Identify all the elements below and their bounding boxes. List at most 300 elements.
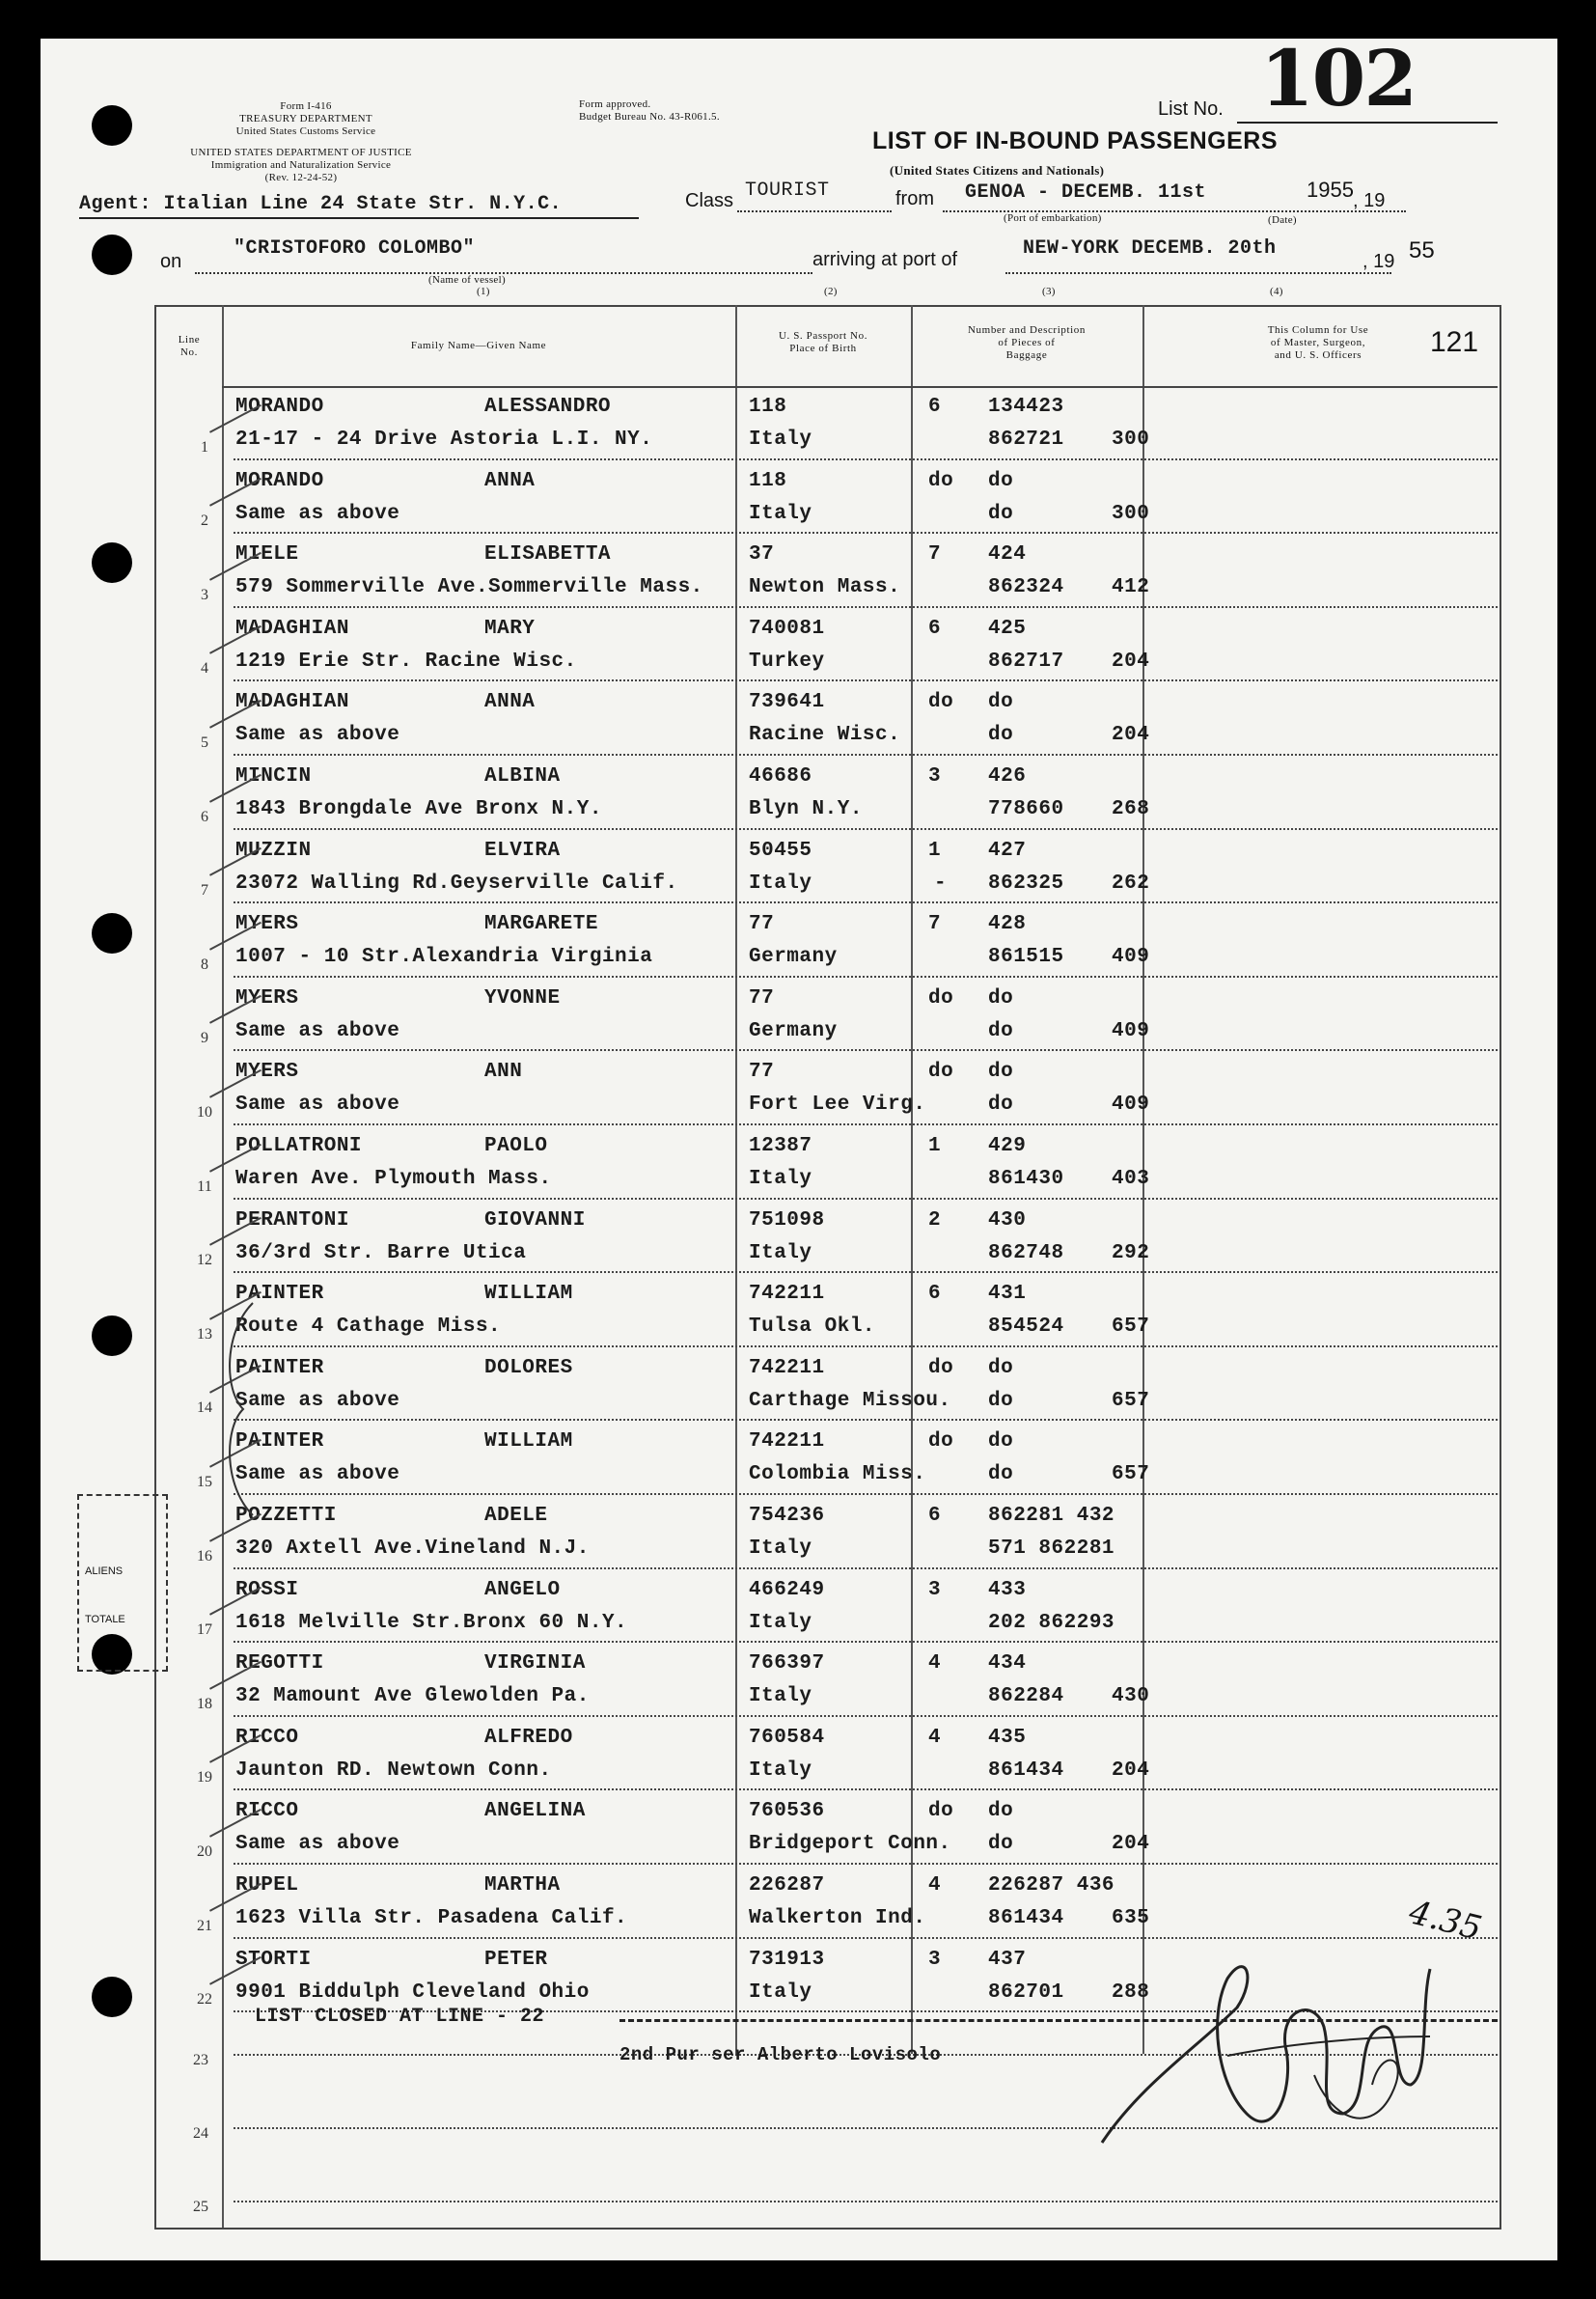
doj-block bbox=[156, 147, 446, 184]
baggage-weight: 409 bbox=[1112, 1094, 1150, 1117]
line-number: 25 bbox=[193, 2199, 208, 2215]
table-row bbox=[41, 903, 1557, 978]
baggage-pieces: 1 bbox=[928, 839, 942, 862]
place-of-birth: Tulsa Okl. bbox=[749, 1316, 876, 1339]
passport-number: 740081 bbox=[749, 617, 825, 640]
baggage-ticket: do bbox=[988, 1800, 1014, 1823]
no-label: No. bbox=[180, 346, 198, 358]
place-of-birth: Turkey bbox=[749, 650, 825, 673]
passport-number: 12387 bbox=[749, 1135, 812, 1157]
line-number: 5 bbox=[201, 734, 208, 751]
family-name: MORANDO bbox=[235, 396, 324, 418]
table-row bbox=[41, 534, 1557, 608]
given-name: WILLIAM bbox=[484, 1283, 573, 1306]
given-name: MARGARETE bbox=[484, 913, 598, 936]
address: 1219 Erie Str. Racine Wisc. bbox=[235, 650, 577, 673]
address: 320 Axtell Ave.Vineland N.J. bbox=[235, 1537, 590, 1560]
baggage-number: do bbox=[988, 1094, 1014, 1117]
officers-label-3: and U. S. Officers bbox=[1274, 349, 1362, 361]
line-number: 9 bbox=[201, 1030, 208, 1047]
place-of-birth: Italy bbox=[749, 872, 812, 895]
class-underline bbox=[737, 210, 892, 212]
baggage-number: 862717 bbox=[988, 650, 1064, 673]
baggage-weight: 657 bbox=[1112, 1316, 1150, 1339]
budget-bureau: Budget Bureau No. 43-R061.5. bbox=[579, 111, 720, 123]
arrival-underline bbox=[1005, 272, 1391, 274]
given-name: MARTHA bbox=[484, 1874, 561, 1897]
baggage-pieces: do bbox=[928, 1430, 954, 1454]
baggage-number: do bbox=[988, 1389, 1014, 1412]
address: 9901 Biddulph Cleveland Ohio bbox=[235, 1980, 590, 2004]
passport-number: 731913 bbox=[749, 1948, 825, 1971]
line-number: 15 bbox=[197, 1473, 212, 1490]
line-number: 4 bbox=[201, 660, 208, 678]
baggage-ticket: do bbox=[988, 1356, 1014, 1379]
passport-number: 766397 bbox=[749, 1652, 825, 1676]
revision-date: (Rev. 12-24-52) bbox=[264, 172, 338, 183]
arriving-label: arriving at port of bbox=[812, 249, 958, 270]
birthplace-label: Place of Birth bbox=[789, 343, 857, 354]
arrival-year-prefix: , 19 bbox=[1362, 251, 1395, 272]
arrival-value: NEW-YORK DECEMB. 20th bbox=[1023, 237, 1277, 260]
family-name: PAINTER bbox=[235, 1283, 324, 1306]
address: 32 Mamount Ave Glewolden Pa. bbox=[235, 1685, 590, 1708]
table-row bbox=[41, 756, 1557, 830]
baggage-number: 861434 bbox=[988, 1907, 1064, 1929]
baggage-ticket: 134423 bbox=[988, 396, 1064, 418]
line-number: 7 bbox=[201, 882, 208, 900]
family-name: PERANTONI bbox=[235, 1208, 349, 1232]
line-number: 18 bbox=[197, 1695, 212, 1712]
baggage-number: 202 862293 bbox=[988, 1611, 1115, 1634]
given-name: YVONNE bbox=[484, 986, 561, 1010]
table-row bbox=[41, 608, 1557, 682]
family-name: MORANDO bbox=[235, 469, 324, 492]
baggage-ticket: do bbox=[988, 1430, 1014, 1454]
line-number: 2 bbox=[201, 512, 208, 530]
address: Route 4 Cathage Miss. bbox=[235, 1316, 502, 1339]
baggage-pieces: 7 bbox=[928, 913, 942, 936]
place-of-birth: Blyn N.Y. bbox=[749, 798, 863, 820]
baggage-weight: 412 bbox=[1112, 576, 1150, 599]
place-of-birth: Italy bbox=[749, 1685, 812, 1708]
baggage-weight: 268 bbox=[1112, 798, 1150, 820]
line-number: 3 bbox=[201, 586, 208, 603]
vessel-caption: (Name of vessel) bbox=[428, 274, 506, 286]
place-of-birth: Fort Lee Virg. bbox=[749, 1094, 926, 1117]
baggage-number: 862325 bbox=[988, 872, 1064, 895]
baggage-number: 861515 bbox=[988, 946, 1064, 969]
given-name: MARY bbox=[484, 617, 536, 640]
count-stamp bbox=[77, 1494, 168, 1672]
passport-number: 77 bbox=[749, 913, 775, 936]
agent-line: Agent: Italian Line 24 State Str. N.Y.C. bbox=[79, 193, 563, 215]
address: Same as above bbox=[235, 502, 400, 525]
list-no-label: List No. bbox=[1158, 98, 1224, 120]
address: Same as above bbox=[235, 1463, 400, 1486]
baggage-label-1: Number and Description bbox=[968, 324, 1086, 336]
given-name: ANNA bbox=[484, 691, 536, 714]
given-name: GIOVANNI bbox=[484, 1208, 586, 1232]
place-of-birth: Italy bbox=[749, 1759, 812, 1782]
place-of-birth: Colombia Miss. bbox=[749, 1463, 926, 1486]
place-of-birth: Bridgeport Conn. bbox=[749, 1833, 951, 1856]
baggage-pieces: 4 bbox=[928, 1726, 942, 1749]
place-of-birth: Italy bbox=[749, 1611, 812, 1634]
family-name: REGOTTI bbox=[235, 1652, 324, 1676]
class-value: TOURIST bbox=[745, 180, 830, 202]
given-name: ALBINA bbox=[484, 765, 561, 788]
passport-number: 77 bbox=[749, 1061, 775, 1084]
baggage-number: do bbox=[988, 1463, 1014, 1486]
baggage-pieces: 3 bbox=[928, 1948, 942, 1971]
baggage-ticket: 437 bbox=[988, 1948, 1027, 1971]
address: 1843 Brongdale Ave Bronx N.Y. bbox=[235, 798, 602, 820]
address: Same as above bbox=[235, 724, 400, 747]
empty-row-rule bbox=[234, 2201, 1498, 2202]
baggage-ticket: 435 bbox=[988, 1726, 1027, 1749]
family-name: RICCO bbox=[235, 1726, 299, 1749]
col-header-line bbox=[160, 334, 218, 359]
passport-number: 118 bbox=[749, 469, 787, 492]
punch-hole bbox=[92, 235, 132, 275]
line-number: 12 bbox=[197, 1252, 212, 1269]
passport-label: U. S. Passport No. bbox=[778, 330, 868, 342]
address: 1618 Melville Str.Bronx 60 N.Y. bbox=[235, 1611, 628, 1634]
baggage-number: 861430 bbox=[988, 1168, 1064, 1190]
given-name: ALFREDO bbox=[484, 1726, 573, 1749]
baggage-number: do bbox=[988, 1833, 1014, 1856]
address: Same as above bbox=[235, 1094, 400, 1117]
line-number: 19 bbox=[197, 1769, 212, 1787]
baggage-weight: 262 bbox=[1112, 872, 1150, 895]
line-number: 16 bbox=[197, 1547, 212, 1565]
family-name: PAINTER bbox=[235, 1430, 324, 1454]
punch-hole bbox=[92, 105, 132, 146]
place-of-birth: Italy bbox=[749, 1537, 812, 1560]
passport-number: 742211 bbox=[749, 1356, 825, 1379]
baggage-ticket: do bbox=[988, 691, 1014, 714]
immigration-service: Immigration and Naturalization Service bbox=[210, 159, 392, 171]
family-name: PAINTER bbox=[235, 1356, 324, 1379]
from-year-suffix: , 19 bbox=[1353, 190, 1386, 211]
form-block bbox=[209, 100, 402, 138]
baggage-ticket: 431 bbox=[988, 1283, 1027, 1306]
officers-count: 121 bbox=[1430, 326, 1479, 358]
family-name: MADAGHIAN bbox=[235, 691, 349, 714]
baggage-weight: 300 bbox=[1112, 429, 1150, 451]
given-name: VIRGINIA bbox=[484, 1652, 586, 1676]
place-of-birth: Italy bbox=[749, 1241, 812, 1264]
given-name: DOLORES bbox=[484, 1356, 573, 1379]
place-of-birth: Germany bbox=[749, 946, 838, 969]
baggage-number: do bbox=[988, 1019, 1014, 1042]
baggage-number: 854524 bbox=[988, 1316, 1064, 1339]
baggage-pieces: do bbox=[928, 469, 954, 492]
line-number: 8 bbox=[201, 956, 208, 973]
baggage-weight: 430 bbox=[1112, 1685, 1150, 1708]
baggage-pieces: do bbox=[928, 1356, 954, 1379]
bracket-mark bbox=[214, 1293, 272, 1525]
baggage-pieces: do bbox=[928, 691, 954, 714]
family-name: POZZETTI bbox=[235, 1505, 337, 1527]
address: 1007 - 10 Str.Alexandria Virginia bbox=[235, 946, 653, 969]
col-header-officers bbox=[1212, 324, 1424, 362]
given-name: ANGELO bbox=[484, 1578, 561, 1601]
given-name: ELISABETTA bbox=[484, 543, 612, 567]
customs-service: United States Customs Service bbox=[235, 125, 376, 137]
place-of-birth: Racine Wisc. bbox=[749, 724, 901, 747]
table-row bbox=[41, 978, 1557, 1052]
baggage-ticket: 426 bbox=[988, 765, 1027, 788]
address: Waren Ave. Plymouth Mass. bbox=[235, 1168, 552, 1190]
given-name: ANN bbox=[484, 1061, 523, 1084]
col-num-1: (1) bbox=[477, 286, 490, 297]
table-row bbox=[41, 386, 1557, 460]
baggage-pieces: 6 bbox=[928, 1283, 942, 1306]
place-of-birth: Italy bbox=[749, 429, 812, 451]
baggage-label-2: of Pieces of bbox=[998, 337, 1056, 348]
baggage-weight: 635 bbox=[1112, 1907, 1150, 1929]
place-of-birth: Walkerton Ind. bbox=[749, 1907, 926, 1929]
baggage-ticket: 424 bbox=[988, 543, 1027, 567]
table-row bbox=[41, 681, 1557, 756]
given-name: ANNA bbox=[484, 469, 536, 492]
baggage-number: do bbox=[988, 724, 1014, 747]
date-caption: (Date) bbox=[1268, 214, 1297, 226]
vessel-name: "CRISTOFORO COLOMBO" bbox=[234, 237, 476, 260]
address: 579 Sommerville Ave.Sommerville Mass. bbox=[235, 576, 703, 599]
passport-number: 751098 bbox=[749, 1208, 825, 1232]
table-row bbox=[41, 1051, 1557, 1125]
baggage-ticket: 430 bbox=[988, 1208, 1027, 1232]
address: Same as above bbox=[235, 1833, 400, 1856]
table-row bbox=[41, 460, 1557, 535]
given-name: ELVIRA bbox=[484, 839, 561, 862]
address: 21-17 - 24 Drive Astoria L.I. NY. bbox=[235, 429, 653, 451]
given-name: ADELE bbox=[484, 1505, 548, 1527]
baggage-pieces: 7 bbox=[928, 543, 942, 567]
baggage-weight: 657 bbox=[1112, 1389, 1150, 1412]
table-row bbox=[41, 1569, 1557, 1644]
stamp-totale: TOTALE bbox=[85, 1614, 125, 1625]
family-name: MINCIN bbox=[235, 765, 312, 788]
baggage-weight: 409 bbox=[1112, 1019, 1150, 1042]
family-name: MADAGHIAN bbox=[235, 617, 349, 640]
line-number: 6 bbox=[201, 808, 208, 825]
col-header-passport bbox=[737, 330, 909, 355]
line-number: 13 bbox=[197, 1325, 212, 1343]
from-year-handwritten: 1955 bbox=[1307, 178, 1354, 202]
passport-number: 742211 bbox=[749, 1430, 825, 1454]
family-name: MUZZIN bbox=[235, 839, 312, 862]
passport-number: 46686 bbox=[749, 765, 812, 788]
stamp-aliens: ALIENS bbox=[85, 1565, 124, 1577]
line-number: 1 bbox=[201, 438, 208, 456]
baggage-ticket: do bbox=[988, 986, 1014, 1010]
family-name: ROSSI bbox=[235, 1578, 299, 1601]
address: Same as above bbox=[235, 1389, 400, 1412]
address: Same as above bbox=[235, 1019, 400, 1042]
given-name: ALESSANDRO bbox=[484, 396, 612, 418]
col-num-3: (3) bbox=[1042, 286, 1056, 297]
baggage-number: 571 862281 bbox=[988, 1537, 1115, 1560]
table-row bbox=[41, 1643, 1557, 1717]
table-row bbox=[41, 1125, 1557, 1200]
baggage-number: 862748 bbox=[988, 1241, 1064, 1264]
family-name: RICCO bbox=[235, 1800, 299, 1823]
place-of-birth: Germany bbox=[749, 1019, 838, 1042]
family-name: STORTI bbox=[235, 1948, 312, 1971]
table-row bbox=[41, 1200, 1557, 1274]
address: 36/3rd Str. Barre Utica bbox=[235, 1241, 527, 1264]
family-name: RUPEL bbox=[235, 1874, 299, 1897]
passport-number: 466249 bbox=[749, 1578, 825, 1601]
line-number: 20 bbox=[197, 1842, 212, 1860]
given-name: WILLIAM bbox=[484, 1430, 573, 1454]
passport-number: 118 bbox=[749, 396, 787, 418]
col-num-2: (2) bbox=[824, 286, 838, 297]
baggage-ticket: do bbox=[988, 1061, 1014, 1084]
baggage-pieces: 6 bbox=[928, 396, 942, 418]
baggage-ticket: 425 bbox=[988, 617, 1027, 640]
baggage-number: 862721 bbox=[988, 429, 1064, 451]
handwritten-time: 4.35 bbox=[1405, 1893, 1486, 1949]
list-closed-text: LIST CLOSED AT LINE - 22 bbox=[255, 2006, 545, 2028]
line-number: 21 bbox=[197, 1917, 212, 1934]
baggage-ticket: 427 bbox=[988, 839, 1027, 862]
baggage-pieces: 6 bbox=[928, 1505, 942, 1527]
given-name: PETER bbox=[484, 1948, 548, 1971]
baggage-pieces: 4 bbox=[928, 1652, 942, 1676]
baggage-label-3: Baggage bbox=[1005, 349, 1048, 361]
baggage-number: 862324 bbox=[988, 576, 1064, 599]
form-approved: Form approved. bbox=[579, 98, 651, 110]
table-row bbox=[41, 1790, 1557, 1865]
list-no-value: 102 bbox=[1260, 39, 1416, 124]
col-header-name: Family Name—Given Name bbox=[410, 340, 547, 351]
baggage-number: do bbox=[988, 502, 1014, 525]
place-of-birth: Newton Mass. bbox=[749, 576, 901, 599]
line-number: 24 bbox=[193, 2125, 208, 2142]
port-embark-caption: (Port of embarkation) bbox=[1004, 212, 1102, 224]
baggage-mark: - bbox=[934, 872, 948, 895]
passport-number: 754236 bbox=[749, 1505, 825, 1527]
baggage-number: 861434 bbox=[988, 1759, 1064, 1782]
page-subtitle: (United States Citizens and Nationals) bbox=[890, 163, 1105, 178]
baggage-pieces: 3 bbox=[928, 765, 942, 788]
baggage-weight: 657 bbox=[1112, 1463, 1150, 1486]
officers-label-1: This Column for Use bbox=[1267, 324, 1369, 336]
baggage-pieces: 4 bbox=[928, 1874, 942, 1897]
table-row bbox=[41, 830, 1557, 904]
line-number: 14 bbox=[197, 1399, 212, 1417]
address: 1623 Villa Str. Pasadena Calif. bbox=[235, 1907, 628, 1929]
baggage-pieces: do bbox=[928, 986, 954, 1010]
baggage-pieces: do bbox=[928, 1061, 954, 1084]
family-name: MYERS bbox=[235, 986, 299, 1010]
given-name: ANGELINA bbox=[484, 1800, 586, 1823]
officers-label-2: of Master, Surgeon, bbox=[1270, 337, 1366, 348]
baggage-pieces: do bbox=[928, 1800, 954, 1823]
baggage-weight: 288 bbox=[1112, 1980, 1150, 2004]
address: Jaunton RD. Newtown Conn. bbox=[235, 1759, 552, 1782]
treasury-department: TREASURY DEPARTMENT bbox=[239, 113, 372, 125]
department-of-justice: UNITED STATES DEPARTMENT OF JUSTICE bbox=[190, 147, 412, 158]
baggage-ticket: 434 bbox=[988, 1652, 1027, 1676]
line-number: 10 bbox=[197, 1103, 212, 1121]
baggage-ticket: 862281 432 bbox=[988, 1505, 1115, 1527]
passport-number: 760536 bbox=[749, 1800, 825, 1823]
family-name: MYERS bbox=[235, 913, 299, 936]
officer-signature bbox=[1063, 1892, 1557, 2181]
from-label: from bbox=[895, 188, 934, 209]
baggage-weight: 204 bbox=[1112, 650, 1150, 673]
place-of-birth: Italy bbox=[749, 502, 812, 525]
baggage-weight: 204 bbox=[1112, 1833, 1150, 1856]
place-of-birth: Italy bbox=[749, 1168, 812, 1190]
baggage-ticket: do bbox=[988, 469, 1014, 492]
from-value: GENOA - DECEMB. 11st bbox=[965, 181, 1207, 204]
agent-underline bbox=[79, 217, 639, 219]
passport-number: 760584 bbox=[749, 1726, 825, 1749]
given-name: PAOLO bbox=[484, 1135, 548, 1157]
family-name: MYERS bbox=[235, 1061, 299, 1084]
baggage-pieces: 3 bbox=[928, 1578, 942, 1601]
baggage-weight: 403 bbox=[1112, 1168, 1150, 1190]
line-label: Line bbox=[178, 334, 201, 346]
address: 23072 Walling Rd.Geyserville Calif. bbox=[235, 872, 678, 895]
line-number: 22 bbox=[197, 1991, 212, 2008]
arrival-year-handwritten: 55 bbox=[1409, 237, 1435, 263]
passport-number: 226287 bbox=[749, 1874, 825, 1897]
passport-number: 739641 bbox=[749, 691, 825, 714]
passport-number: 50455 bbox=[749, 839, 812, 862]
baggage-weight: 409 bbox=[1112, 946, 1150, 969]
place-of-birth: Italy bbox=[749, 1980, 812, 2004]
family-name: MIELE bbox=[235, 543, 299, 567]
baggage-weight: 292 bbox=[1112, 1241, 1150, 1264]
baggage-number: 862284 bbox=[988, 1685, 1064, 1708]
line-number: 17 bbox=[197, 1621, 212, 1639]
passport-number: 37 bbox=[749, 543, 775, 567]
form-number: Form I-416 bbox=[280, 100, 332, 112]
manifest-page bbox=[41, 39, 1557, 2260]
baggage-pieces: 1 bbox=[928, 1135, 942, 1157]
page-title: LIST OF IN-BOUND PASSENGERS bbox=[872, 127, 1279, 154]
col-num-4: (4) bbox=[1270, 286, 1283, 297]
baggage-weight: 300 bbox=[1112, 502, 1150, 525]
baggage-ticket: 433 bbox=[988, 1578, 1027, 1601]
on-label: on bbox=[160, 251, 182, 272]
place-of-birth: Carthage Missou. bbox=[749, 1389, 951, 1412]
line-number: 11 bbox=[197, 1177, 212, 1195]
table-row bbox=[41, 1717, 1557, 1791]
passport-number: 77 bbox=[749, 986, 775, 1010]
approved-block bbox=[579, 98, 720, 124]
passport-number: 742211 bbox=[749, 1283, 825, 1306]
baggage-weight: 204 bbox=[1112, 724, 1150, 747]
line-number: 23 bbox=[193, 2052, 208, 2068]
baggage-pieces: 6 bbox=[928, 617, 942, 640]
purser-name: 2nd Pur ser Alberto Lovisolo bbox=[619, 2044, 942, 2065]
baggage-ticket: 428 bbox=[988, 913, 1027, 936]
baggage-weight: 204 bbox=[1112, 1759, 1150, 1782]
baggage-number: 862701 bbox=[988, 1980, 1064, 2004]
family-name: POLLATRONI bbox=[235, 1135, 363, 1157]
baggage-number: 778660 bbox=[988, 798, 1064, 820]
baggage-ticket: 226287 436 bbox=[988, 1874, 1115, 1897]
